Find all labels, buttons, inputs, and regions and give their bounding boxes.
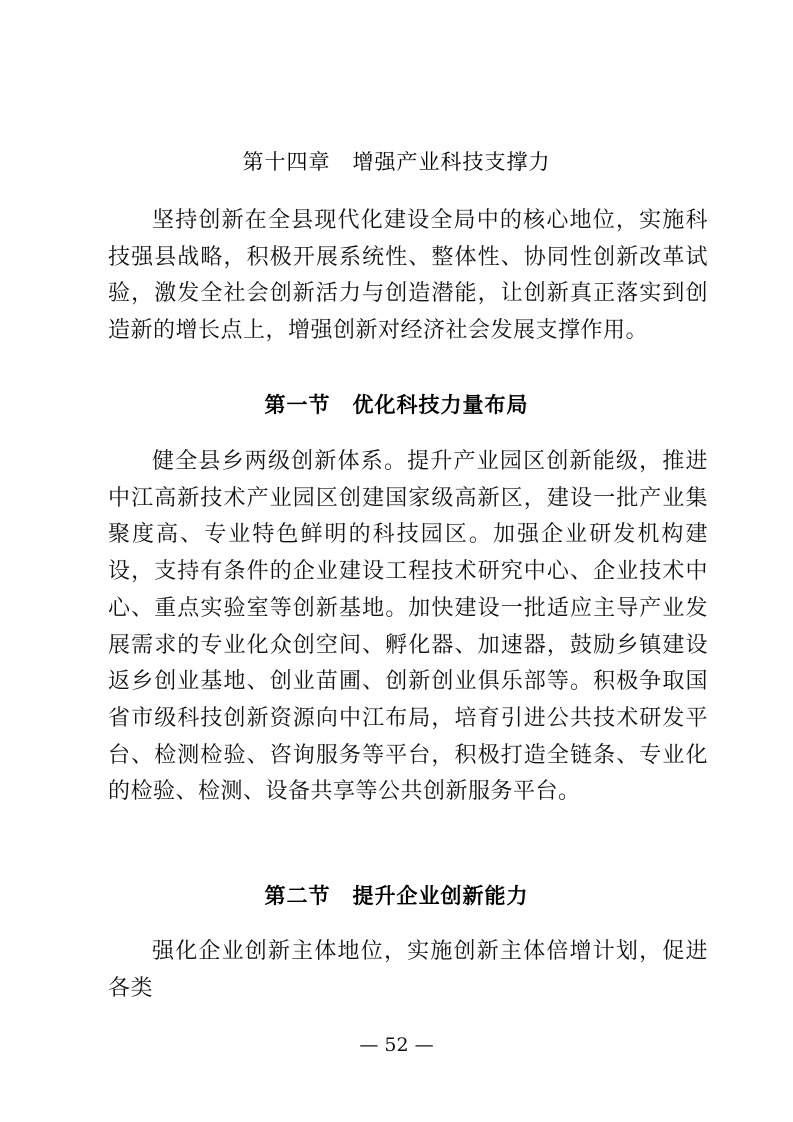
section-title-1: 第一节 优化科技力量布局: [264, 393, 529, 417]
section-1-paragraph: 健全县乡两级创新体系。提升产业园区创新能级，推进中江高新技术产业园区创建国家级高新区，建设一批产业集聚度高、专业特色鲜明的科技园区。加强企业研发机构建设，支持有条件的企业建设工程技术研究中心、企业技术中心、重点实验室等创新基地。加快建设一批适应主导产业发展需求的专业化众创空间、孵化器、加速器，鼓励乡镇建设返乡创业基地、创业苗圃、创新创业俱乐部等。积极争取国省市级科技创新资源向中江布局，培育引进公共技术研发平台、检测检验、咨询服务等平台，积极打造全链条、专业化的检验、检测、设备共享等公共创新服务平台。: [108, 449, 708, 805]
chapter-title: 第十四章 增强产业科技支撑力: [242, 150, 551, 174]
section-2-paragraph: 强化企业创新主体地位，实施创新主体倍增计划，促进各类: [108, 939, 708, 1001]
page-number: — 52 —: [359, 1034, 434, 1056]
section-title-2: 第二节 提升企业创新能力: [264, 884, 529, 908]
intro-paragraph: 坚持创新在全县现代化建设全局中的核心地位，实施科技强县战略，积极开展系统性、整体性、协同性创新改革试验，激发全社会创新活力与创造潜能，让创新真正落实到创造新的增长点上，增强创新对经济社会发展支撑作用。: [108, 208, 708, 344]
